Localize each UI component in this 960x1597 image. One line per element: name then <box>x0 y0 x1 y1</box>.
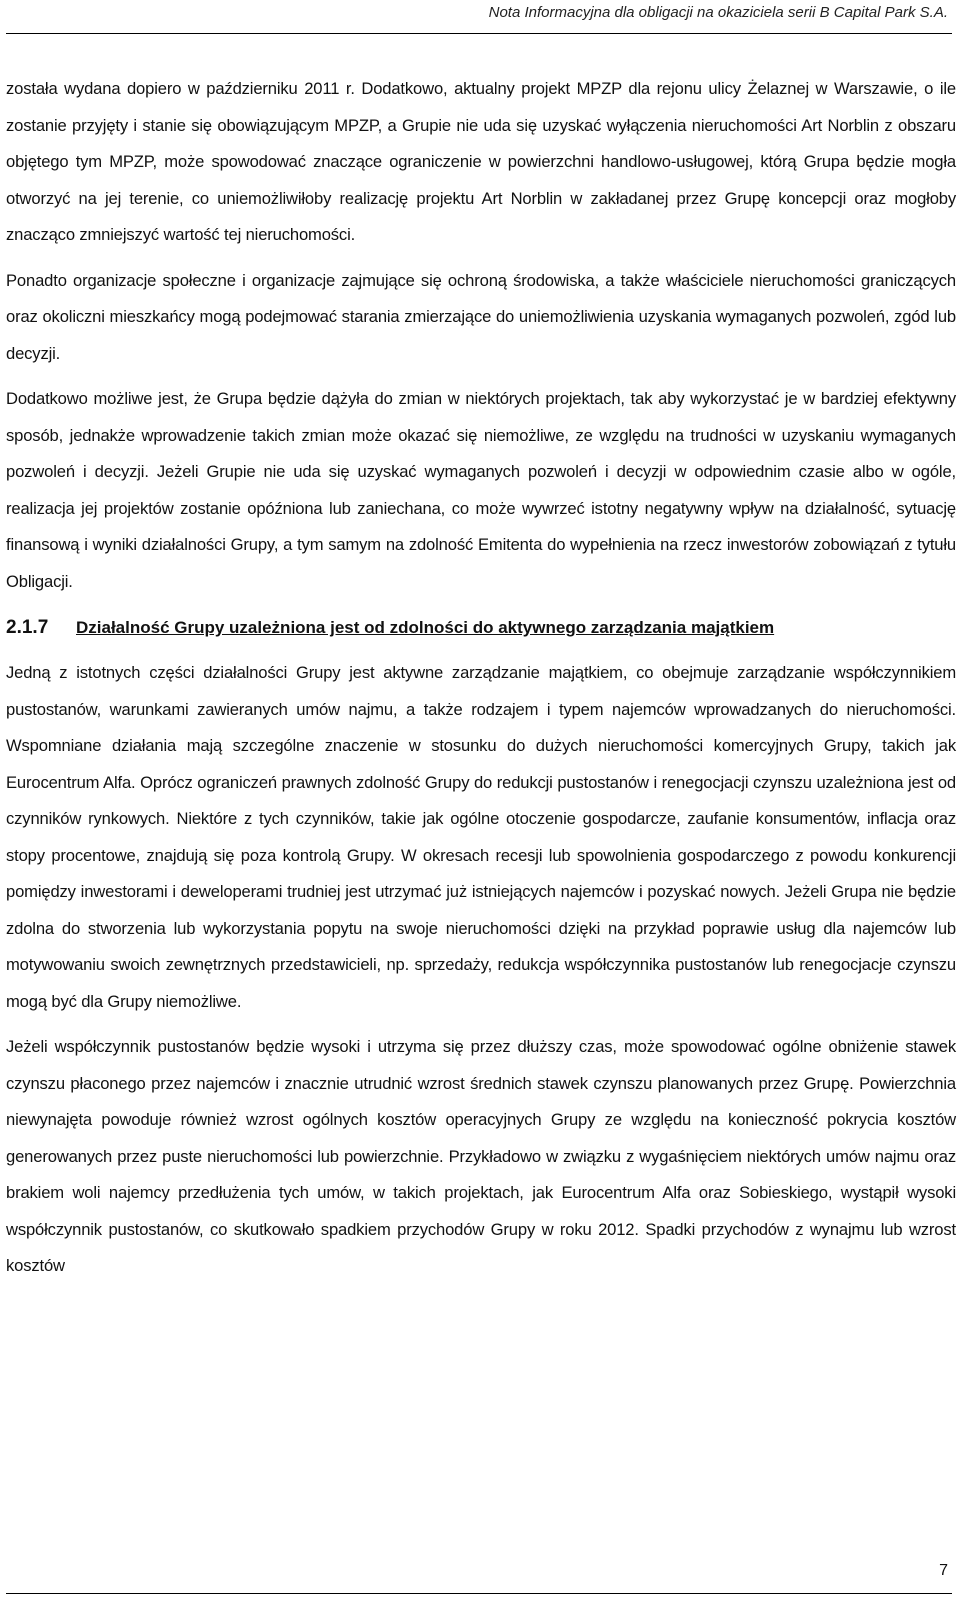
paragraph-project-changes: Dodatkowo możliwe jest, że Grupa będzie dążyła do zmian w niektórych projektach, tak aby wykorzystać je w bardziej efektywny sposób, jednakże wprowadzenie takich zmian może okazać się niemożliwe, ze względu na trudności w uzyskaniu wymaganych pozwoleń i decyzji. Jeżeli Grupie nie uda się uzyskać wymaganych pozwoleń i decyzji w odpowiednim czasie albo w ogóle, realizacja jej projektów zostanie opóźniona lub zaniechana, co może wywrzeć istotny negatywny wpływ na działalność, sytuację finansową i wyniki działalności Grupy, a tym samym na zdolność Emitenta do wypełnienia na rzecz inwestorów zobowiązań z tytułu Obligacji. <box>6 389 956 591</box>
paragraph-social-organizations: Ponadto organizacje społeczne i organizacje zajmujące się ochroną środowiska, a także właściciele nieruchomości graniczących oraz okoliczni mieszkańcy mogą podejmować starania zmierzające do uniemożliwienia uzyskania wymaganych pozwoleń, zgód lub decyzji. <box>6 270 956 363</box>
section-number: 2.1.7 <box>6 617 49 638</box>
header-divider <box>6 33 952 34</box>
paragraph-spacer <box>6 254 956 263</box>
section-heading <box>6 600 956 655</box>
document-body <box>6 71 956 1285</box>
paragraph-mpzp-zelazna: została wydana dopiero w październiku 2011 r. Dodatkowo, aktualny projekt MPZP dla rejonu ulicy Żelaznej w Warszawie, o ile zostanie przyjęty i stanie się obowiązującym MPZP, a Grupie nie uda się uzyskać wyłączenia nieruchomości Art Norblin z obszaru objętego tym MPZP, może spowodować znaczące ograniczenie w powierzchni handlowo-usługowej, którą Grupa będzie mogła otworzyć na jej terenie, co uniemożliwiłoby realizację projektu Art Norblin w zakładanej przez Grupę koncepcji oraz mogłoby znacząco zmniejszyć wartość tej nieruchomości. <box>6 79 956 244</box>
paragraph-asset-management: Jedną z istotnych części działalności Grupy jest aktywne zarządzanie majątkiem, co obejmuje zarządzanie współczynnikiem pustostanów, warunkami zawieranych umów najmu, a także rodzajem i typem najemców wprowadzanych do nieruchomości. Wspomniane działania mają szczególne znaczenie w stosunku do dużych nieruchomości komercyjnych Grupy, takich jak Eurocentrum Alfa. Oprócz ograniczeń prawnych zdolność Grupy do redukcji pustostanów i renegocjacji czynszu uzależniona jest od czynników rynkowych. Niektóre z tych czynników, takie jak ogólne otoczenie gospodarcze, zaufanie konsumentów, inflacja oraz stopy procentowe, znajdują się poza kontrolą Grupy. W okresach recesji lub spowolnienia gospodarczego z powodu konkurencji pomiędzy inwestorami i deweloperami trudniej jest utrzymać już istniejących najemców i pozyskać nowych. Jeżeli Grupa nie będzie zdolna do stworzenia lub wykorzystania popytu na swoje nieruchomości dzięki na przykład poprawie usług dla najemców lub motywowaniu swoich zewnętrznych przedstawicieli, np. sprzedaży, redukcja współczynnika pustostanów lub renegocjacje czynszu mogą być dla Grupy niemożliwe. <box>6 663 956 1011</box>
paragraph-spacer <box>6 372 956 381</box>
footer-divider <box>6 1593 952 1594</box>
paragraph-spacer <box>6 1020 956 1029</box>
section-title: Działalność Grupy uzależniona jest od zdolności do aktywnego zarządzania majątkiem <box>76 618 775 637</box>
page-number: 7 <box>939 1562 948 1579</box>
paragraph-vacancy-rate: Jeżeli współczynnik pustostanów będzie wysoki i utrzyma się przez dłuższy czas, może spowodować ogólne obniżenie stawek czynszu płaconego przez najemców i znacznie utrudnić wzrost średnich stawek czynszu planowanych przez Grupę. Powierzchnia niewynajęta powoduje również wzrost ogólnych kosztów operacyjnych Grupy ze względu na konieczność pokrycia kosztów generowanych przez puste nieruchomości lub powierzchnie. Przykładowo w związku z wygaśnięciem niektórych umów najmu oraz brakiem woli najemcy przedłużenia tych umów, w takich projektach, jak Eurocentrum Alfa oraz Sobieskiego, wystąpił wysoki współczynnik pustostanów, co skutkowało spadkiem przychodów Grupy w roku 2012. Spadki przychodów z wynajmu lub wzrost kosztów <box>6 1037 956 1275</box>
page-header: Nota Informacyjna dla obligacji na okaziciela serii B Capital Park S.A. <box>488 4 948 21</box>
